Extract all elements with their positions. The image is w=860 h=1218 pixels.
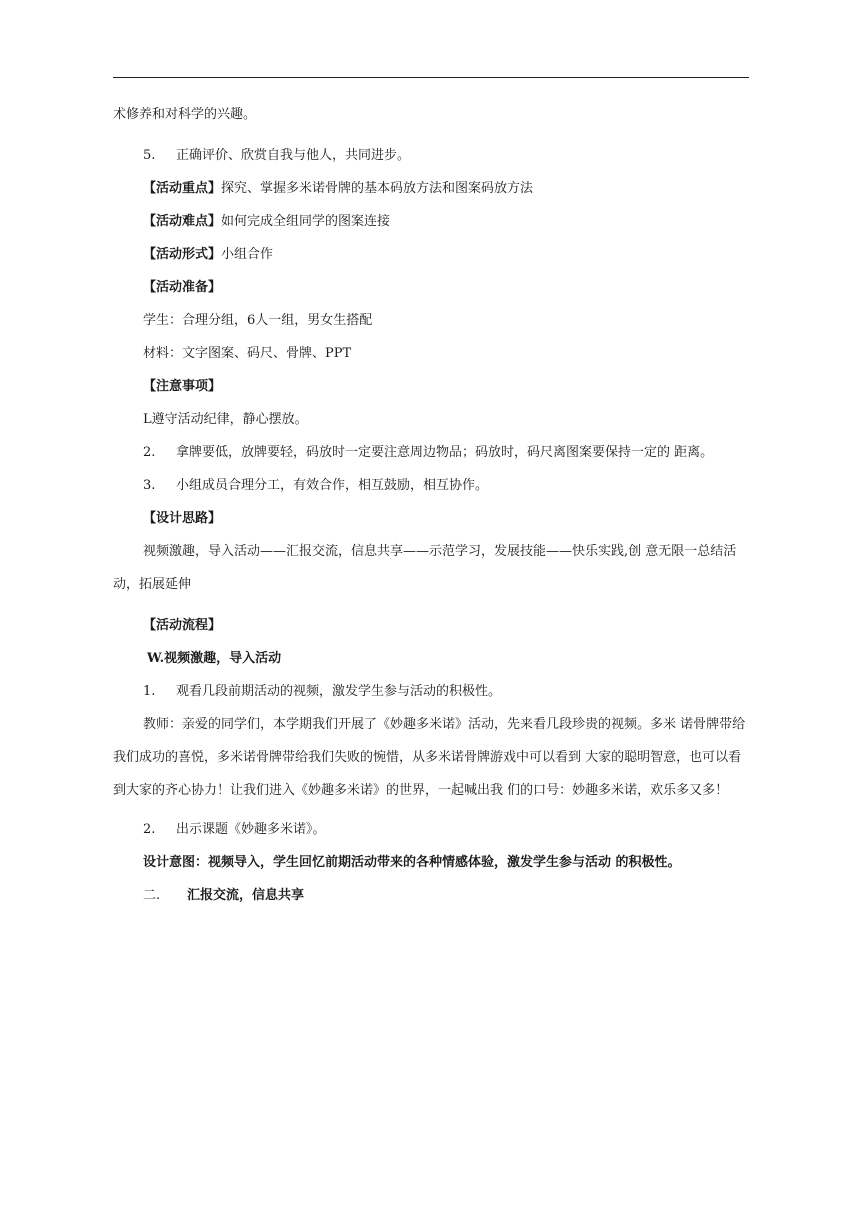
focus-line xyxy=(113,180,753,197)
section-text: 探究、掌握多米诺骨牌的基本码放方法和图案码放方法 xyxy=(221,181,534,196)
item-text: 正确评价、欣赏自我与他人，共同进步。 xyxy=(176,148,411,163)
numbered-item xyxy=(113,683,753,700)
prep-heading: 【活动准备】 xyxy=(143,280,222,295)
section-label: 【活动形式】 xyxy=(143,247,222,262)
item-number: 2. xyxy=(143,445,156,460)
design-paragraph: 视频激趣，导入活动——汇报交流，信息共享——示范学习，发展技能——快乐实践,创 意无限一总结活动，拓展延伸 xyxy=(113,544,737,592)
flow-heading: 【活动流程】 xyxy=(143,618,222,633)
section-heading xyxy=(113,887,753,904)
item-number: 3. xyxy=(143,478,156,493)
item-number: 1. xyxy=(143,684,156,699)
teacher-paragraph: 教师：亲爱的同学们，本学期我们开展了《妙趣多米诺》活动，先来看几段珍贵的视频。多米 诺骨牌带给我们成功的喜悦，多米诺骨牌带给我们失败的惋惜，从多米诺骨牌游戏中可以看到 大家的聪明智意，也可以看到大家的齐心协力！让我们进入《妙趣多米诺》的世界，一起喊出我 们的口号：妙趣多米诺，欢乐多又多！ xyxy=(113,717,746,798)
design-heading: 【设计思路】 xyxy=(143,511,222,526)
item-text: 出示课题《妙趣多米诺》。 xyxy=(176,822,326,837)
note-item xyxy=(113,477,753,494)
item-text: 观看几段前期活动的视频，激发学生参与活动的积极性。 xyxy=(176,684,502,699)
numbered-item xyxy=(113,147,753,164)
item-text: 拿牌要低，放牌要轻，码放时一定要注意周边物品；码放时，码尺离图案要保持一定的 距离。 xyxy=(176,445,714,460)
students-line: 学生：合理分组，6人一组，男女生搭配 xyxy=(143,313,373,328)
header-rule xyxy=(113,77,749,78)
note-item: L遵守活动纪律，静心摆放。 xyxy=(143,412,308,427)
item-text: 小组成员合理分工，有效合作，相互鼓励，相互协作。 xyxy=(176,478,489,493)
form-line xyxy=(113,246,753,263)
section-text: 小组合作 xyxy=(221,247,274,262)
design-intent: 设计意图：视频导入，学生回忆前期活动带来的各种情感体验，激发学生参与活动 的积极性。 xyxy=(143,855,681,870)
document-body xyxy=(113,106,753,904)
section-title: 汇报交流，信息共享 xyxy=(187,888,305,903)
item-number: 2. xyxy=(143,822,156,837)
difficulty-line xyxy=(113,213,753,230)
section-label: 【活动重点】 xyxy=(143,181,222,196)
note-item xyxy=(113,444,753,461)
section-number: 二. xyxy=(143,888,161,903)
section-label: 【活动难点】 xyxy=(143,214,222,229)
section-text: 如何完成全组同学的图案连接 xyxy=(221,214,391,229)
notes-heading: 【注意事项】 xyxy=(143,379,222,394)
materials-line: 材料：文字图案、码尺、骨牌、PPT xyxy=(143,346,352,361)
item-number: 5. xyxy=(143,148,156,163)
section-heading: W.视频激趣，导入活动 xyxy=(147,651,282,666)
numbered-item xyxy=(113,821,753,838)
text-line xyxy=(113,106,753,123)
text: 术修养和对科学的兴趣。 xyxy=(113,107,257,122)
